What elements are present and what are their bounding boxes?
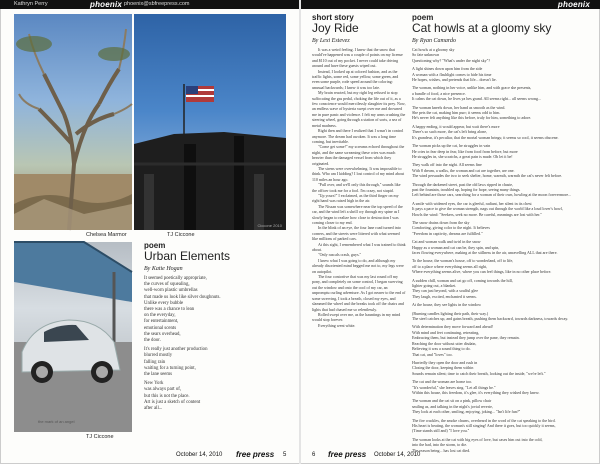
text-line: With determination they move forward and ahead! [412,324,493,330]
text-line: Hurriedly they open the door and rush in [412,359,478,365]
photo-tree [14,14,132,230]
text-line: She pets the cat, making him purr; it seems odd to him. [412,110,501,116]
text-line: "Pull over, and we'll only this through," sounds like the officer took me for a fool. I'm crazy, not stupid. [312,182,401,193]
text-line: for entertainment, [144,319,179,325]
text-line: The woman picks up the cat, he struggles in vain [412,143,491,149]
text-line: waiting for a turning point, [144,365,196,371]
left-footer-brand: free press [236,450,275,459]
photo-tree-credit: Chelsea Marmor [86,232,127,238]
photo-car [14,242,132,432]
text-line: Where everything seems alive, where you can feel things, like in no other place before. [412,269,552,275]
text-line: A light shines down upon him from the side [412,66,483,72]
text-line: He struggles in, she scratchs, a great pain is made. Oh let it be! [412,153,513,159]
text-line: It pays a pace to give the woman strength, nags out through the world like a loud lover's howl, [412,206,563,212]
photo-watermark: Ciccone 2010 [257,223,282,228]
text-line: Happy as a woman and cat can be, they spin, and spin, [412,244,500,250]
text-line: off to a place where everything seems all right, [412,263,488,269]
text-line: on the everyday, [144,313,176,319]
building-photo-graphic [134,14,286,230]
text-line: Instead, I looked up at colored fashion, and as the traffic lights, some red, some yellow, some green, and even some purple, rode speed around the coloring: unusual backwards; I knew it was too late. [312,68,399,90]
text-line: They look at each other, smiling, enjoying, joking... "Isn't life fun?" [412,409,521,415]
text-line: but this is not the place. [144,393,190,399]
header-author: Kathryn Perry [14,1,48,7]
text-line: To the house, the woman's house, off to wonderland, off to life, [412,258,514,264]
text-line: It was a weird feeling. I knew that the snow that would've happened was a couple of points on my license and $110 out of my pocket. I never could take driving around and have these guests wiped out. [312,47,403,69]
text-line: well-worn plastic umbrellas [144,288,198,294]
text-line: Everything went white. [318,322,356,328]
text-line: "Freedom in captivity, dreams are fulfilled." [412,230,483,236]
text-line: That cat, and "loves" too. [412,351,453,357]
header-email: phoenix@sbfreepress.com [124,1,190,7]
photo-car-credit: TJ Ciccone [86,434,114,440]
text-line: Questioning why? "What's under the night sky"? [412,57,490,63]
text-line: a bundle of food, a nice presence. [412,90,466,96]
text-line: Cat and woman walk and twirl in the snow [412,239,481,245]
text-line: The wind persuades the two to seek shelter, home, warmth, warmth the cat's never felt before. [412,173,563,179]
text-line: (Burning candles lighting their path, their way.) [412,310,489,316]
text-line: The sirens were overwhelming. It was impossible to think. Who am I kidding? I lost control of my mind about 110 miles an hour ago. [312,165,405,182]
text-line: Unlike every bubble [144,300,184,306]
photo-car-watermark: the mark of an angel [38,419,75,424]
text-line: The Nissan was somewhere near the top speed of the car, and the wind left a shrill cry through my spine as I slowly began to realize how close to destruction I was coming closer to my end. [312,203,403,225]
text-line: A smile with widened eyes, the car is gleeful, radiant, her silent in its chest [412,200,532,206]
text-line: In the blink of an eye, the four lane road turned into corners, and the streets were littered with what seemed like millions of parked cars. [312,225,401,242]
text-line: They walk off into the night. All seems fine [412,162,482,168]
text-line: lighter going out, a blanket. [412,283,457,289]
text-line: (Time stands still and) "I love you." [412,428,470,434]
text-line: Left behind are those cars, searching for a woman of their own, howling at the moon forevermore... [412,192,572,198]
text-line: He cries in fear deep in fear, like from food from before, but more [412,148,518,154]
text-line: They laugh, excited, enchanted it seems. [412,293,477,299]
urban-title: Urban Elements [144,249,231,263]
tree-photo-graphic [14,14,132,230]
text-line: blurred mostly [144,353,173,359]
text-line: The reason being... has lost cat died. [412,447,471,453]
text-line: At this sight, I remembered what I was trained to think about. [312,241,406,253]
cat-byline: By Ryan Camardo [412,38,456,44]
text-line: I knew what I was going to do, and although my already disoriented mind begged me not to, my legs were on autopilot. [312,257,404,274]
text-line: With mind and feet continuing, retreating, [412,329,480,335]
header-brand-logo-right: phoenix [557,0,590,9]
text-line: A woman with a flashlight comes to hide his time [412,71,492,77]
text-line: At the house, they see lights in the window [412,302,481,308]
urban-elements-article [144,242,294,447]
text-line: It's grandeur, it's peculiar, that the mortal woman brings; it seems so cool, it seems obscene. [412,134,559,140]
text-line: the door. [144,338,161,344]
text-line: The woman, nothing in her voice, unlike him, and with grace she presents, [412,85,532,91]
text-line: faces flowing everywhere, making at the stillness in the air, unravelling ALL that are there. [412,250,558,255]
cat-howls-article [412,13,590,453]
story-body-col2 [312,258,406,328]
text-line: the lane seems [144,372,172,378]
text-line: Within this house, this freedom, it's glee, it's everything they wished they knew. [412,389,540,395]
text-line: smiling as, and talking in the night's jovial reverie, [412,403,493,409]
urban-byline: By Katie Hogan [144,266,183,272]
text-line: His heart is beating, the woman's still singing! And there it goes, but too quickly it seems, [412,422,556,428]
photo-building-flag [134,14,286,230]
story-title: Joy Ride [312,21,359,35]
text-line: A happy ending, it would appear, but wait there's more [412,123,500,129]
text-line: Believing it was a sound thing to do. [412,346,471,352]
text-line: The cat and the woman are home too. [412,379,473,385]
cat-kicker: poem [412,13,434,22]
text-line: The woman looks at the cat with big eyes of love, but cases him out into the cold, [412,436,543,442]
text-line: New York [144,381,164,387]
text-line: after all... [144,406,163,412]
text-line: They can just beyond, with a soulful glee [412,288,478,294]
text-line: that made us look like silver doughnuts. [144,294,221,300]
text-line: He's never felt anything like this before, truly for him, something to adore. [412,115,532,121]
page-gutter [299,0,301,464]
story-byline: By Lexi Estevez [312,38,350,44]
right-footer-brand: free press [328,450,367,459]
header-brand-logo: phoenix [90,0,123,9]
story-body-col1 [312,47,406,258]
text-line: Comforting, giving color to the night. It believes [412,225,490,231]
text-line: He hopes, wishes, and pretends that life... doesn't lie. [412,77,497,83]
text-line: It's really just another production [144,347,208,353]
joy-ride-article [312,14,406,446]
text-line: "Come get some!" my screams echoed throughout the night, and the same screaming these cries was much heavier than the damaged vessel from which they originated. [312,144,405,166]
right-footer-page-number: 6 [312,452,316,458]
text-line: falling rain [144,359,166,365]
right-footer-date: October 14, 2010 [374,452,421,458]
text-line: Cat howls at a gloomy sky [412,47,455,52]
text-line: "Up yours!" I exclaimed, as the third finger on my right hand was raised high in the air. [312,192,399,204]
text-line: Right then and there I realized that I wasn't in control anymore. The dream had awoken. It was a long time coming, but inevitable. [312,128,404,144]
urban-kicker: poem [144,241,166,250]
text-line: the sears overhead, [144,331,181,337]
text-line: "Only rascals crash, guys." [318,252,362,258]
text-line: So fate unknown [412,52,440,58]
right-page-header [301,0,600,9]
text-line: Art is just a sketch of content [144,399,201,405]
text-line: It seemed poetically appropriate, [144,276,207,281]
text-line: The woman kneels down, her hand as smooth as the wind. [412,104,506,110]
left-footer-date: October 14, 2010 [176,452,223,458]
left-footer-page-number: 5 [283,452,287,458]
text-line: With 8 dream, a walks, the woman and cat are together, are one. [412,167,515,173]
text-line: Closing the door, keeping them within [412,365,474,371]
text-line: Through the darkened street, past the old laws ripped in chaste, [412,181,514,187]
urban-poem-body [144,276,294,412]
text-line: The four contortive that was my last round off my pony, and completely on some control, I began swerving out the window and onto the cool of my car, an unpromptu curling adventure. As I got nearer to the end of some swerving, I took a breath, closed my eyes, and slammed the wheel and the breaks took off the chairs and lights that had chased me so relentlessly. [312,274,406,312]
text-line: It calms the cat down, he lives ya hes grand. All seems right... all seems wrong... [412,96,541,102]
text-line: Embracing them, but instead they jump over the pane, they remain. [412,335,520,341]
text-line: The woman and the cat sit on a pink, pillow chair [412,398,492,404]
text-line: past the fountain, troubled up, hoping for hope, seeing many things. [412,186,521,192]
text-line: Sounds remain silent; time to catch their breath, looking out the inside, "we're left." [412,370,546,376]
car-photo-graphic [14,242,132,432]
cat-title: Cat howls at a gloomy sky [412,21,552,35]
cat-poem-body [412,47,590,453]
text-line: The fire crackles, the smoke churns, overheard in the word of the cat speaking to the bird. [412,417,556,423]
text-line: There's so such more, the cat's left bring alone, [412,129,487,135]
text-line: was always part of, [144,387,182,393]
text-line: into the bad, into the storm, to die. [412,442,468,448]
left-page-header [0,0,299,9]
text-line: A sudden chill, woman and cat go off, coming towards the hill, [412,277,513,283]
text-line: My brain reacted, but my right leg refused to stop suffocating the gas pedal, choking the life out of it, as a few conscience would mercilessly slaughter its prey. Now, an endless wave of hysteria swept over me and drowned me in pure panic and violence. I felt my arms crushing the steering wheel, going through a station of sorts, a sea of metal madness. [312,90,406,128]
text-line: The snow drains down from the sky [412,219,470,225]
text-line: there was a chance to lean [144,307,195,313]
text-line: Rolled swept over me, as the hauntings in my mind would stop forever. [312,311,401,323]
text-line: Reaching the door without utter disdain, [412,340,477,346]
text-line: emotional scents [144,325,177,331]
story-kicker: short story [312,13,354,22]
text-line: "It's wonderful," she leaves sing. "Let all things be." [412,384,496,390]
text-line: Howls the wind: "Seekers, seek no more. Be careful, meanings are lost with her." [412,211,543,217]
text-line: the curves of squealing, [144,282,190,288]
photo-building-credit: TJ Ciccone [167,232,195,238]
text-line: The steel catches up, and gains breath, pushing them backward, towards darkness, towards decay. [412,316,569,322]
